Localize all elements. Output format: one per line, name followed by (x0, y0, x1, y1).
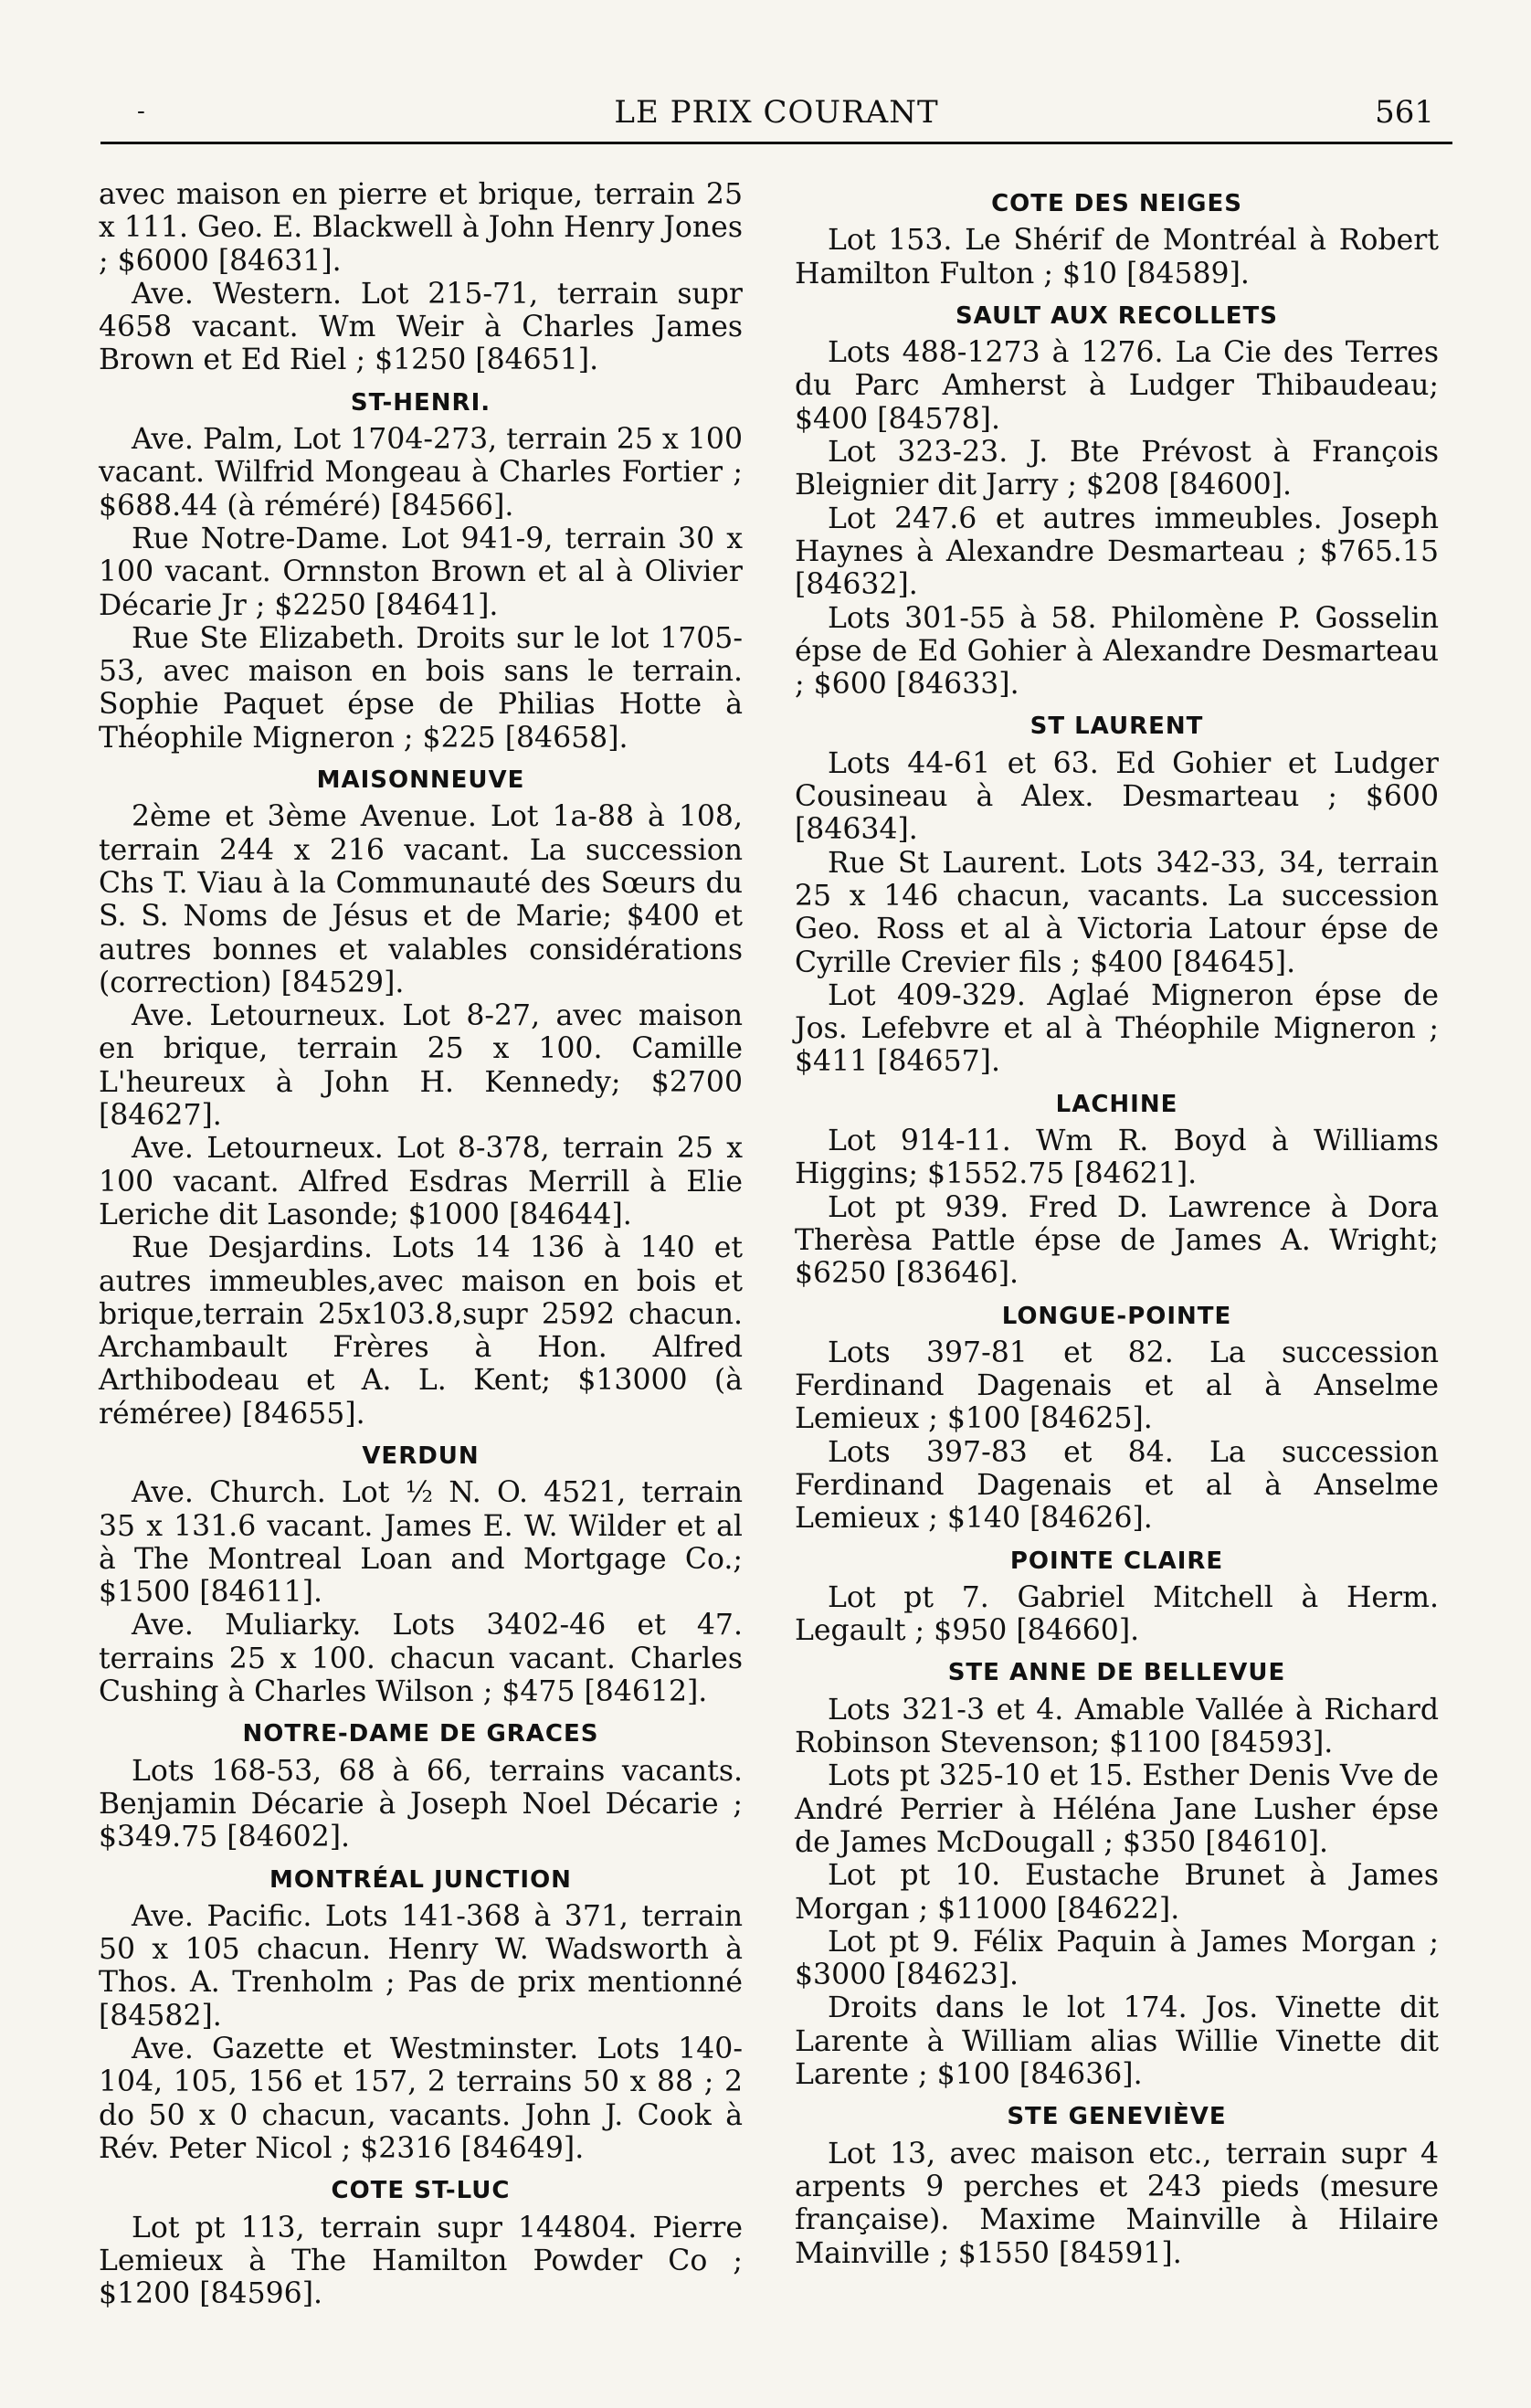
listing-entry: Lot 13, avec maison etc., terrain supr 4 arpents 9 perches et 243 pieds (mesure française). Maxime Mainville à Hilaire Mainville ; $1550 [84591]. (795, 2137, 1439, 2270)
listing-entry: Lot 153. Le Shérif de Montréal à Robert Hamilton Fulton ; $10 [84589]. (795, 224, 1439, 290)
section-heading: NOTRE-DAME DE GRACES (242, 1720, 599, 1748)
section-heading: STE ANNE DE BELLEVUE (947, 1659, 1286, 1687)
listing-entry: Lots 301-55 à 58. Philomène P. Gosselin épse de Ed Gohier à Alexandre Desmarteau ; $600 [84633]. (795, 601, 1439, 702)
listing-entry: avec maison en pierre et brique, terrain 25 x 111. Geo. E. Blackwell à John Henry Jones ; $6000 [84631]. (99, 178, 743, 278)
listing-entry: Ave. Letourneux. Lot 8-27, avec maison en brique, terrain 25 x 100. Camille L'heureux à John H. Kennedy; $2700 [84627]. (99, 999, 743, 1133)
section-heading: VERDUN (362, 1442, 480, 1470)
section-heading: COTE ST-LUC (331, 2177, 511, 2205)
section-heading: MAISONNEUVE (316, 766, 525, 795)
listing-entry: Lots 397-83 et 84. La succession Ferdinand Dagenais et al à Anselme Lemieux ; $140 [84626]. (795, 1435, 1439, 1536)
page-header (100, 87, 1452, 144)
listing-entry: Rue Ste Elizabeth. Droits sur le lot 1705-53, avec maison en bois sans le terrain. Sophie Paquet épse de Philias Hotte à Théophile Migneron ; $225 [84658]. (99, 621, 743, 755)
listing-entry: Lot 409-329. Aglaé Migneron épse de Jos. Lefebvre et al à Théophile Migneron ; $411 [84657]. (795, 978, 1439, 1079)
section-heading: LONGUE-POINTE (1001, 1302, 1232, 1330)
section-heading: COTE DES NEIGES (991, 190, 1242, 217)
listing-entry: Lots 168-53, 68 à 66, terrains vacants. Benjamin Décarie à Joseph Noel Décarie ; $349.75 [84602]. (99, 1754, 743, 1854)
listing-entry: Lot 914-11. Wm R. Boyd à Williams Higgins; $1552.75 [84621]. (795, 1125, 1439, 1191)
section-heading: MONTRÉAL JUNCTION (269, 1865, 572, 1894)
listing-entry: Ave. Muliarky. Lots 3402-46 et 47. terrains 25 x 100. chacun vacant. Charles Cushing à Charles Wilson ; $475 [84612]. (99, 1609, 743, 1709)
page-number: 561 (1375, 94, 1434, 131)
listing-entry: Ave. Church. Lot ½ N. O. 4521, terrain 35 x 131.6 vacant. James E. W. Wilder et al à The Montreal Loan and Mortgage Co.; $1500 [84611]. (99, 1476, 743, 1610)
listing-entry: Lot 323-23. J. Bte Prévost à François Bleignier dit Jarry ; $208 [84600]. (795, 436, 1439, 502)
page-title: LE PRIX COURANT (614, 94, 939, 131)
section-heading: STE GENEVIÈVE (1007, 2103, 1227, 2131)
section-heading: ST-HENRI. (350, 388, 491, 417)
listing-entry: Ave. Letourneux. Lot 8-378, terrain 25 x 100 vacant. Alfred Esdras Merrill à Elie Leriche dit Lasonde; $1000 [84644]. (99, 1132, 743, 1231)
listing-entry: Rue Notre-Dame. Lot 941-9, terrain 30 x 100 vacant. Ornnston Brown et al à Olivier Décarie Jr ; $2250 [84641]. (99, 522, 743, 622)
listing-entry: Ave. Gazette et Westminster. Lots 140-104, 105, 156 et 157, 2 terrains 50 x 88 ; 2 do 50 x 0 chacun, vacants. John J. Cook à Rév. Peter Nicol ; $2316 [84649]. (99, 2033, 743, 2165)
left-column (99, 178, 743, 2310)
listing-entry: Lots 488-1273 à 1276. La Cie des Terres du Parc Amherst à Ludger Thibaudeau; $400 [84578]. (795, 336, 1439, 436)
listing-entry: Droits dans le lot 174. Jos. Vinette dit Larente à William alias Willie Vinette dit Larente ; $100 [84636]. (795, 1991, 1439, 2092)
section-heading: ST LAURENT (1029, 713, 1204, 741)
listing-entry: Lot pt 939. Fred D. Lawrence à Dora Therèsa Pattle épse de James A. Wright; $6250 [83646]. (795, 1190, 1439, 1291)
listing-entry: Lot 247.6 et autres immeubles. Joseph Haynes à Alexandre Desmarteau ; $765.15 [84632]. (795, 502, 1439, 602)
section-heading: POINTE CLAIRE (1009, 1547, 1224, 1575)
listing-entry: Ave. Pacific. Lots 141-368 à 371, terrain 50 x 105 chacun. Henry W. Wadsworth à Thos. A. Trenholm ; Pas de prix mentionné [84582]. (99, 1899, 743, 2033)
listing-entry: Lots pt 325-10 et 15. Esther Denis Vve de André Perrier à Héléna Jane Lusher épse de James McDougall ; $350 [84610]. (795, 1759, 1439, 1859)
listing-entry: Lots 44-61 et 63. Ed Gohier et Ludger Cousineau à Alex. Desmarteau ; $600 [84634]. (795, 746, 1439, 847)
header-mark: - (137, 98, 145, 125)
listing-entry: Rue Desjardins. Lots 14 136 à 140 et autres immeubles,avec maison en bois et brique,terrain 25x103.8,supr 2592 chacun. Archambault Frères à Hon. Alfred Arthibodeau et A. L. Kent; $13000 (à réméree) [84655]. (99, 1231, 743, 1431)
listing-entry: 2ème et 3ème Avenue. Lot 1a-88 à 108, terrain 244 x 216 vacant. La succession Chs T. Viau à la Communauté des Sœurs du S. S. Noms de Jésus et de Marie; $400 et autres bonnes et valables considérations (correction) [84529]. (99, 800, 743, 999)
listing-entry: Lot pt 9. Félix Paquin à James Morgan ; $3000 [84623]. (795, 1925, 1439, 1992)
section-heading: LACHINE (1055, 1090, 1178, 1118)
listing-entry: Lot pt 7. Gabriel Mitchell à Herm. Legault ; $950 [84660]. (795, 1580, 1439, 1648)
listing-entry: Ave. Western. Lot 215-71, terrain supr 4658 vacant. Wm Weir à Charles James Brown et Ed Riel ; $1250 [84651]. (99, 277, 743, 377)
listing-entry: Rue St Laurent. Lots 342-33, 34, terrain 25 x 146 chacun, vacants. La succession Geo. Ross et al à Victoria Latour épse de Cyrille Crevier fils ; $400 [84645]. (795, 846, 1439, 979)
listing-entry: Lots 397-81 et 82. La succession Ferdinand Dagenais et al à Anselme Lemieux ; $100 [84625]. (795, 1336, 1439, 1436)
listing-entry: Ave. Palm, Lot 1704-273, terrain 25 x 100 vacant. Wilfrid Mongeau à Charles Fortier ; $688.44 (à réméré) [84566]. (99, 423, 743, 523)
listing-entry: Lot pt 113, terrain supr 144804. Pierre Lemieux à The Hamilton Powder Co ; $1200 [84596]. (99, 2211, 743, 2311)
section-heading: SAULT AUX RECOLLETS (955, 301, 1279, 330)
right-column (795, 178, 1439, 2270)
listing-entry: Lots 321-3 et 4. Amable Vallée à Richard Robinson Stevenson; $1100 [84593]. (795, 1693, 1439, 1760)
listing-entry: Lot pt 10. Eustache Brunet à James Morgan ; $11000 [84622]. (795, 1859, 1439, 1926)
